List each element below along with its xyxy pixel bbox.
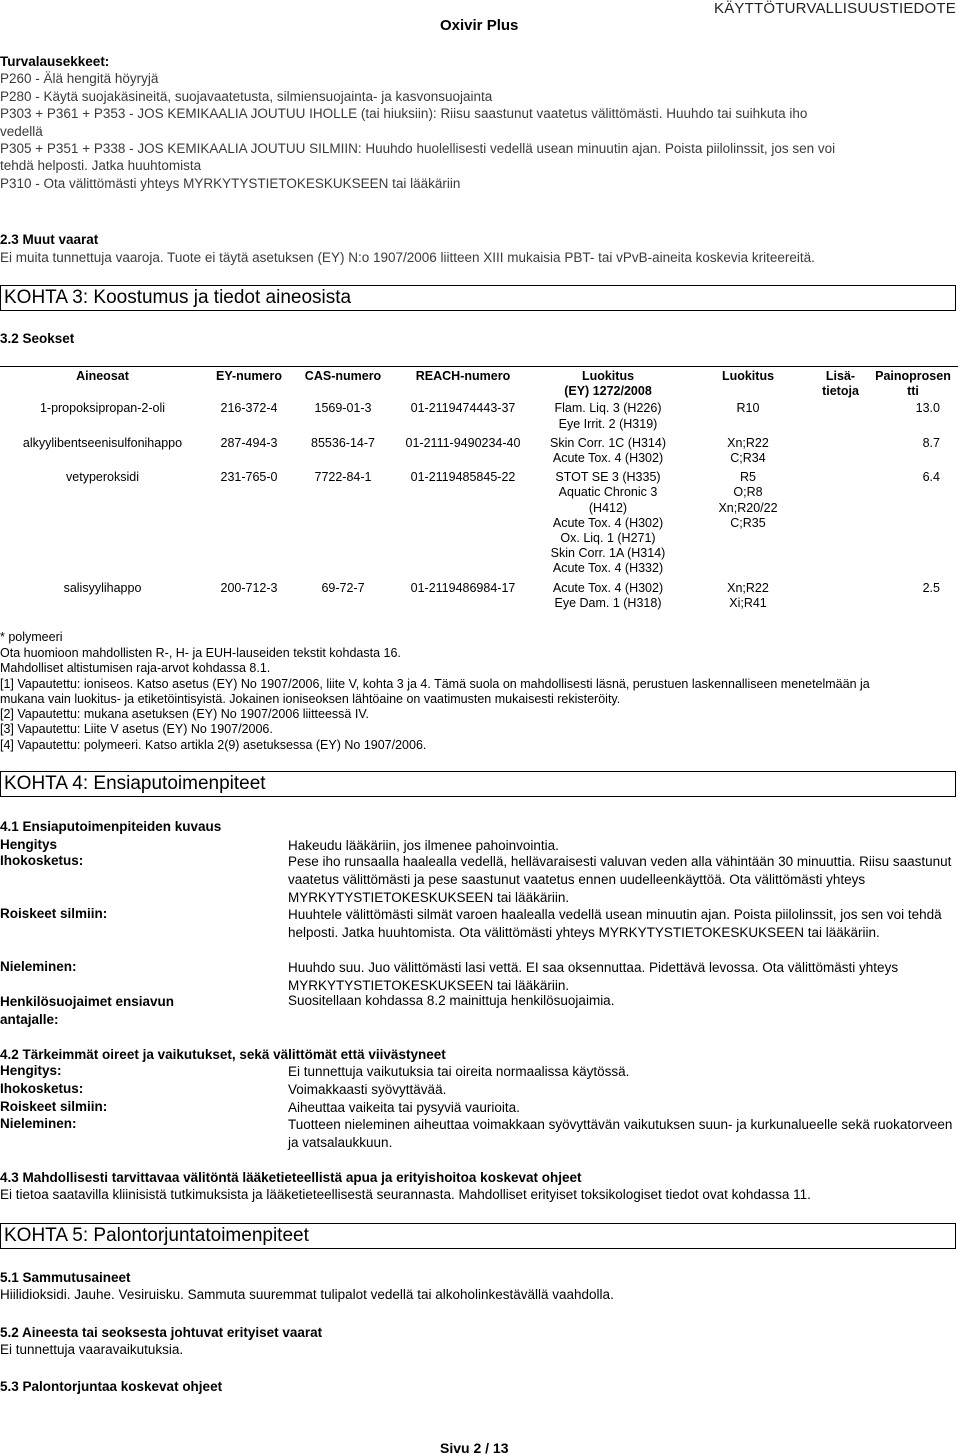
precaution-line: P305 + P351 + P338 - JOS KEMIKAALIA JOUTUU SILMIIN: Huuhdo huolellisesti vedellä usean minuutin ajan. Poista piilolinssit, jos sen voi — [0, 141, 836, 156]
table-row — [0, 434, 958, 468]
special-hazards-heading: 5.2 Aineesta tai seoksesta johtuvat erityiset vaarat — [0, 1325, 323, 1340]
symptoms-text-ingestion: Tuotteen nieleminen aiheuttaa voimakkaan syövyttävän vaikutuksen suun- ja kurkunalueelle sekä ruokatorveen ja vatsalaukkuun. — [288, 1117, 953, 1150]
ingredient-name-cell: salisyylihappo — [63, 580, 142, 595]
section-5-title: KOHTA 5: Palontorjuntatoimenpiteet — [4, 1225, 309, 1246]
precaution-line: tehdä helposti. Jatka huuhtomista — [0, 158, 202, 173]
dsd-classification-cell — [683, 434, 813, 468]
dsd-classification-line: Xn;R22 — [727, 580, 769, 595]
special-hazards-text: Ei tunnettuja vaaravaikutuksia. — [0, 1342, 184, 1357]
cas-number-cell: 85536-14-7 — [311, 435, 375, 450]
table-header-row — [0, 367, 958, 400]
ingredient-name-cell: vetyperoksidi — [66, 470, 139, 485]
clp-classification-line: Eye Dam. 1 (H318) — [554, 595, 662, 610]
precaution-line: P260 - Älä hengitä höyryjä — [0, 71, 159, 86]
composition-note: Ota huomioon mahdollisten R-, H- ja EUH-lauseiden tekstit kohdasta 16. — [0, 646, 401, 660]
first-aid-label-skin: Ihokosketus: — [0, 853, 84, 868]
table-row — [0, 399, 958, 433]
extra-info-cell — [813, 434, 868, 468]
weight-percent-cell: 6.4 — [922, 470, 940, 485]
composition-note: mukana vain luokitus- ja etiketöintisyistä. Jokainen ioniseoksen lähtöaine on vaatimusten mukaisesti rekisteröity. — [0, 692, 621, 706]
clp-classification-line: Ox. Liq. 1 (H271) — [560, 531, 656, 546]
cas-number-cell: 7722-84-1 — [314, 470, 372, 485]
dsd-classification-line: C;R35 — [730, 515, 766, 530]
ec-number-cell: 231-765-0 — [220, 470, 278, 485]
first-aid-label-eyes: Roiskeet silmiin: — [0, 906, 108, 921]
extra-info-cell — [813, 579, 868, 613]
ingredient-name-cell: 1-propoksipropan-2-oli — [39, 401, 166, 416]
extra-info-cell — [813, 468, 868, 578]
other-hazards-text: Ei muita tunnettuja vaaroja. Tuote ei täytä asetuksen (EY) N:o 1907/2006 liitteen XIII mukaisia PBT- tai vPvB-aineita koskevia kriteereitä. — [0, 250, 815, 265]
extinguishing-text: Hiilidioksidi. Jauhe. Vesiruisku. Sammuta suuremmat tulipalot vedellä tai alkoholinkestävällä vaahdolla. — [0, 1287, 614, 1302]
precaution-line: P303 + P361 + P353 - JOS KEMIKAALIA JOUTUU IHOLLE (tai hiuksiin): Riisu saastunut vaatetus välittömästi. Huuhdo tai suihkuta iho — [0, 106, 808, 121]
symptoms-label-inhalation: Hengitys: — [0, 1063, 62, 1078]
precaution-line: vedellä — [0, 124, 43, 139]
extinguishing-heading: 5.1 Sammutusaineet — [0, 1270, 131, 1285]
col-header-reach: REACH-numero — [415, 369, 511, 383]
dsd-classification-cell — [683, 579, 813, 613]
dsd-classification-line: Xi;R41 — [729, 595, 767, 610]
clp-classification-line: Aquatic Chronic 3 — [558, 485, 658, 500]
first-aid-text-skin: Pese iho runsaalla haalealla vedellä, hellävaraisesti valuvan veden alla vähintään 30 minuuttia. Riisu saastunut vaatetus välittömästi ja pese saastunut vaatetus ennen uudelleenkäyttöä. Ota välittömästi yhteys MYRKYTYSTIETOKESKUKSEEN tai lääkäriin. — [288, 854, 952, 905]
ec-number-cell: 200-712-3 — [220, 580, 278, 595]
weight-percent-cell: 8.7 — [922, 435, 940, 450]
ingredient-name-cell: alkyylibentseenisulfonihappo — [22, 435, 183, 450]
cas-number-cell: 69-72-7 — [321, 580, 365, 595]
medical-attention-text: Ei tietoa saatavilla kliinisistä tutkimuksista ja lääketieteellisestä seurannasta. Mahdolliset erityiset toksikologiset tiedot ovat kohdassa 11. — [0, 1187, 811, 1202]
col-header-extra — [813, 367, 868, 400]
ec-number-cell: 287-494-3 — [220, 435, 278, 450]
section-3-title: KOHTA 3: Koostumus ja tiedot aineosista — [4, 287, 352, 308]
clp-classification-line: Skin Corr. 1A (H314) — [550, 546, 666, 561]
product-name: Oxivir Plus — [440, 17, 519, 34]
symptoms-heading: 4.2 Tärkeimmät oireet ja vaikutukset, sekä välittömät että viivästyneet — [0, 1047, 446, 1062]
clp-classification-line: Flam. Liq. 3 (H226) — [554, 401, 662, 416]
clp-classification-cell — [533, 468, 683, 578]
symptoms-label-skin: Ihokosketus: — [0, 1081, 84, 1096]
symptoms-text-inhalation: Ei tunnettuja vaikutuksia tai oireita normaalissa käytössä. — [288, 1064, 630, 1079]
first-aid-text-inhalation: Hakeudu lääkäriin, jos ilmenee pahoinvointia. — [288, 838, 559, 853]
col-header-weight-l1: Painoprosen — [875, 369, 951, 383]
reach-number-cell: 01-2111-9490234-40 — [405, 435, 521, 450]
dsd-classification-line: Xn;R22 — [727, 435, 769, 450]
section-3-header — [0, 285, 956, 311]
reach-number-cell: 01-2119485845-22 — [410, 470, 516, 485]
ec-number-cell: 216-372-4 — [220, 401, 278, 416]
col-header-extra-l2: tietoja — [822, 384, 859, 399]
composition-note: [1] Vapautettu: ioniseos. Katso asetus (EY) No 1907/2006, liite V, kohta 3 ja 4. Tämä suola on mahdollisesti läsnä, perustuen laskennalliseen menetelmään ja — [0, 677, 870, 691]
clp-classification-line: Eye Irrit. 2 (H319) — [558, 416, 658, 431]
symptoms-label-eyes: Roiskeet silmiin: — [0, 1099, 108, 1114]
dsd-classification-line: R5 — [740, 470, 756, 485]
first-aid-label-ppe-l1: Henkilösuojaimet ensiavun — [0, 994, 175, 1009]
first-aid-label-inhalation: Hengitys — [0, 837, 58, 852]
section-5-header — [0, 1223, 956, 1249]
reach-number-cell: 01-2119486984-17 — [410, 580, 516, 595]
clp-classification-cell — [533, 434, 683, 468]
col-header-dsd: Luokitus — [721, 369, 775, 383]
first-aid-text-ppe: Suositellaan kohdassa 8.2 mainittuja henkilösuojaimia. — [288, 993, 615, 1008]
clp-classification-line: STOT SE 3 (H335) — [555, 470, 661, 485]
firefighting-advice-heading: 5.3 Palontorjuntaa koskevat ohjeet — [0, 1379, 223, 1394]
dsd-classification-cell — [683, 399, 813, 433]
dsd-classification-line: Xn;R20/22 — [718, 500, 778, 515]
clp-classification-cell — [533, 399, 683, 433]
cas-number-cell: 1569-01-3 — [314, 401, 372, 416]
symptoms-label-ingestion: Nieleminen: — [0, 1116, 77, 1131]
clp-classification-line: Acute Tox. 4 (H302) — [552, 580, 664, 595]
section-4-title: KOHTA 4: Ensiaputoimenpiteet — [4, 773, 266, 794]
col-header-clp-l2: (EY) 1272/2008 — [564, 384, 652, 399]
clp-classification-line: Skin Corr. 1C (H314) — [549, 435, 666, 450]
precaution-line: P280 - Käytä suojakäsineitä, suojavaatetusta, silmiensuojainta- ja kasvonsuojainta — [0, 89, 493, 104]
dsd-classification-line: O;R8 — [733, 485, 763, 500]
first-aid-text-eyes: Huuhtele välittömästi silmät varoen haalealla vedellä usean minuutin ajan. Poista piilolinssit, jos sen voi tehdä helposti. Jatka huuhtomista. Ota välittömästi yhteys MYRKYTYSTIETOKESKUKSEEN tai lääkäriin. — [288, 907, 942, 940]
symptoms-text-skin: Voimakkaasti syövyttävää. — [288, 1082, 447, 1097]
first-aid-label-ingestion: Nieleminen: — [0, 959, 77, 974]
clp-classification-line: Acute Tox. 4 (H332) — [552, 561, 664, 576]
clp-classification-cell — [533, 579, 683, 613]
col-header-weight — [868, 367, 958, 400]
col-header-extra-l1: Lisä- — [825, 369, 856, 383]
precaution-line: P310 - Ota välittömästi yhteys MYRKYTYSTIETOKESKUKSEEN tai lääkäriin — [0, 176, 461, 191]
dsd-classification-cell — [683, 468, 813, 578]
composition-note: [2] Vapautettu: mukana asetuksen (EY) No 1907/2006 liitteessä IV. — [0, 707, 369, 721]
page-number: Sivu 2 / 13 — [440, 1440, 509, 1456]
col-header-cas: CAS-numero — [304, 369, 382, 383]
col-header-clp — [533, 367, 683, 400]
other-hazards-heading: 2.3 Muut vaarat — [0, 232, 99, 247]
col-header-clp-l1: Luokitus — [581, 369, 635, 383]
mixtures-heading: 3.2 Seokset — [0, 331, 75, 346]
weight-percent-cell: 2.5 — [922, 580, 940, 595]
weight-percent-cell: 13.0 — [915, 401, 940, 416]
col-header-ec: EY-numero — [216, 369, 282, 383]
first-aid-text-ingestion: Huuhdo suu. Juo välittömästi lasi vettä. EI saa oksennuttaa. Pidettävä levossa. Ota välittömästi yhteys MYRKYTYSTIETOKESKUKSEEN tai lääkäriin. — [288, 960, 899, 993]
composition-note: * polymeeri — [0, 630, 63, 644]
medical-attention-heading: 4.3 Mahdollisesti tarvittavaa välitöntä lääketieteellistä apua ja erityishoitoa koskevat ohjeet — [0, 1170, 582, 1185]
document-type: KÄYTTÖTURVALLISUUSTIEDOTE — [714, 0, 956, 17]
clp-classification-line: Acute Tox. 4 (H302) — [552, 451, 664, 466]
reach-number-cell: 01-2119474443-37 — [410, 401, 516, 416]
dsd-classification-line: R10 — [736, 401, 760, 416]
col-header-ingredient: Aineosat — [76, 369, 129, 383]
clp-classification-line: (H412) — [588, 500, 628, 515]
table-row — [0, 579, 958, 613]
col-header-weight-l2: tti — [907, 384, 919, 399]
composition-note: [3] Vapautettu: Liite V asetus (EY) No 1907/2006. — [0, 722, 273, 736]
dsd-classification-line: C;R34 — [730, 451, 766, 466]
section-4-header — [0, 771, 956, 797]
composition-note: [4] Vapautettu: polymeeri. Katso artikla 2(9) asetuksessa (EY) No 1907/2006. — [0, 738, 427, 752]
first-aid-heading: 4.1 Ensiaputoimenpiteiden kuvaus — [0, 819, 222, 834]
precaution-heading: Turvalausekkeet: — [0, 54, 110, 69]
symptoms-text-eyes: Aiheuttaa vaikeita tai pysyviä vaurioita. — [288, 1100, 520, 1115]
first-aid-label-ppe-l2: antajalle: — [0, 1012, 59, 1027]
table-row — [0, 468, 958, 578]
extra-info-cell — [813, 399, 868, 433]
composition-note: Mahdolliset altistumisen raja-arvot kohdassa 8.1. — [0, 661, 271, 675]
clp-classification-line: Acute Tox. 4 (H302) — [552, 515, 664, 530]
ingredients-table — [0, 366, 958, 613]
